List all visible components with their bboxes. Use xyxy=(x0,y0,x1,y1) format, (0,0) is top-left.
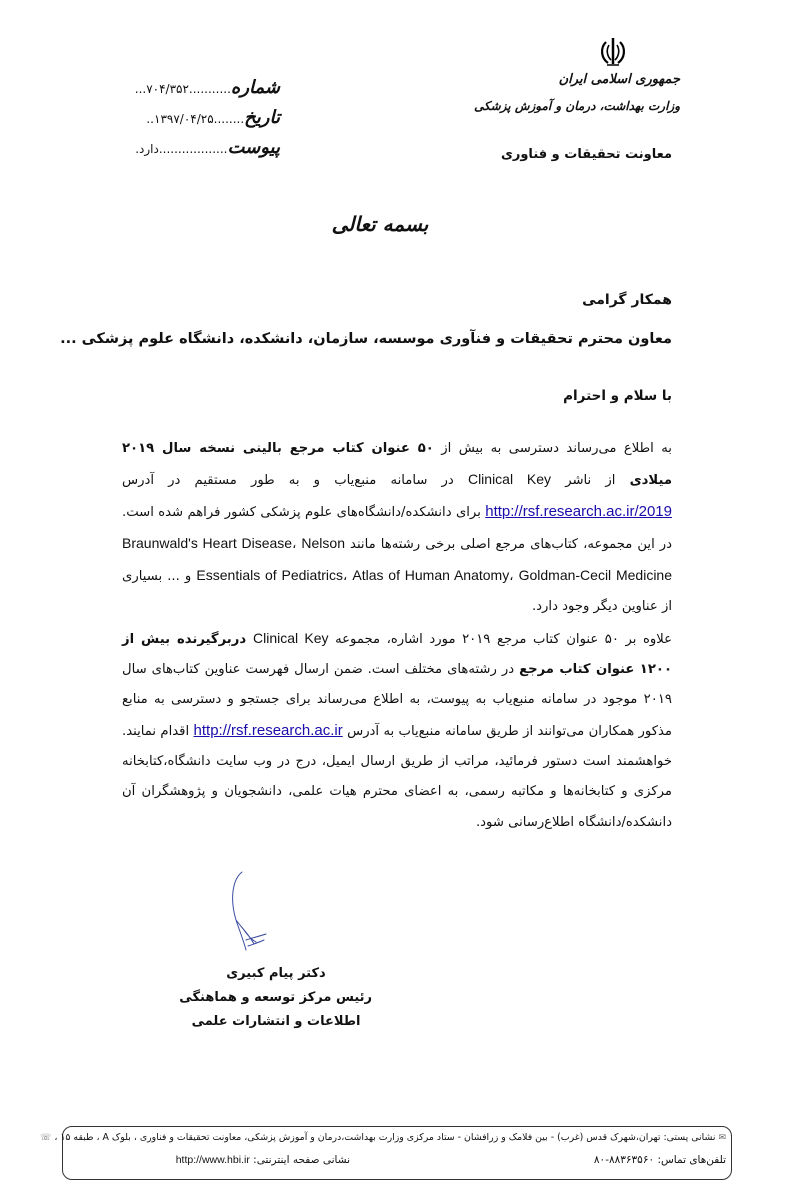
body-text-segment: اقدام نمایند. خواهشمند است دستور فرمائید، مراتب از طریق ارسال ایمیل، درج در وب سایت دانشگاه،کتابخانه مرکزی و کتابخانه‌ها و مکاتبه رسمی، به اعضای محترم هیات علمی، دانشجویان و پژوهشگران آن دانشکده/دانشگاه اطلاع‌رسانی شود. xyxy=(122,723,672,830)
body-text-segment: علاوه بر ۵۰ عنوان کتاب مرجع ۲۰۱۹ مورد اشاره، مجموعه xyxy=(328,631,673,647)
rsf-2019-link[interactable]: http://rsf.research.ac.ir/2019 xyxy=(485,502,672,520)
body-bold-segment: دربرگیرنده بیش از ۱۲۰۰ عنوان کتاب مرجع xyxy=(122,631,672,678)
body-text-segment: از ناشر xyxy=(551,473,630,489)
mail-icon: ✉ xyxy=(718,1133,726,1143)
signatory-title-line-1: رئیس مرکز توسعه و هماهنگی xyxy=(179,990,372,1005)
letter-number-row xyxy=(100,76,280,102)
greeting: با سلام و احترام xyxy=(563,388,672,404)
ministry-logo-text: وزارت بهداشت، درمان و آموزش پزشکی xyxy=(474,99,680,113)
salutation: همکار گرامی xyxy=(582,292,672,308)
rsf-link[interactable]: http://rsf.research.ac.ir xyxy=(193,721,343,739)
attachment-value: ..................دارد. xyxy=(135,142,228,156)
letter-date-value: ........۱۳۹۷/۰۴/۲۵.. xyxy=(146,112,245,126)
iran-emblem-icon xyxy=(596,36,630,68)
letter-number-label: شماره xyxy=(230,77,280,98)
addressee: معاون محترم تحقیقات و فنآوری موسسه، سازمان، دانشکده، دانشگاه علوم پزشکی ... xyxy=(60,331,672,347)
body-text-segment: در سامانه منبع‌یاب و به طور مستقیم در آدرس xyxy=(122,473,468,489)
book-title: Nelson Essentials of Pediatrics xyxy=(196,534,345,584)
signatory-block xyxy=(180,962,372,1034)
footer-address xyxy=(40,1131,726,1145)
signature-icon xyxy=(222,870,282,960)
signatory-title-line-2: اطلاعات و انتشارات علمی xyxy=(191,1014,361,1029)
book-title: Atlas of Human Anatomy xyxy=(352,567,510,584)
body-paragraph-2 xyxy=(122,623,672,838)
clinical-key-name: Clinical Key xyxy=(467,471,552,488)
letter-body xyxy=(122,434,672,838)
body-text-segment: در رشته‌های مختلف است. ضمن ارسال فهرست عناوین کتاب‌های سال ۲۰۱۹ موجود در سامانه منبع‌یاب به پیوست، به اطلاع می‌رساند برای جستجو و دسترسی به منابع مذکور همکاران می‌توانند از طریق سامانه منبع‌یاب به آدرس xyxy=(122,662,672,739)
footer-phones xyxy=(480,1152,726,1168)
book-title: Braunwald's Heart Disease xyxy=(122,534,293,551)
letter-number-value: ...........۷۰۴/۳۵۲... xyxy=(134,82,231,96)
website-link[interactable]: http://www.hbi.ir xyxy=(175,1154,250,1166)
attachment-row xyxy=(100,136,280,162)
body-text-segment: به اطلاع می‌رساند دسترسی به بیش از xyxy=(433,441,672,456)
letter-date-label: تاریخ xyxy=(244,107,280,128)
deputy-office-name: معاونت تحقیقات و فناوری xyxy=(500,147,672,162)
body-text-segment: و ... بسیاری از عناوین دیگر وجود دارد. xyxy=(122,569,672,615)
bismillah-heading: بسمه تعالی xyxy=(331,212,429,236)
phone-value: ۸۸۳۶۳۵۶۰-۸۰ xyxy=(593,1154,655,1166)
footer-website xyxy=(90,1152,350,1168)
republic-logo-text: جمهوری اسلامی ایران xyxy=(558,72,680,87)
footer-address-text: نشانی پستی: تهران،شهرک قدس (غرب) - بین فلامک و زرافشان - ستاد مرکزی وزارت بهداشت،درمان و آموزش پزشکی، معاونت تحقیقات و فناوری ، بلوک A ، طبقه ۱۵ ، xyxy=(54,1132,716,1143)
body-text-segment: برای دانشکده/دانشگاه‌های علوم پزشکی کشور فراهم شده است. در این مجموعه، کتاب‌های مرجع اصلی برخی رشته‌ها مانند xyxy=(122,504,673,552)
phone-icon: ☏ xyxy=(40,1133,52,1143)
attachment-label: پیوست xyxy=(227,137,280,158)
body-bold-segment: ۵۰ عنوان کتاب مرجع بالینی نسخه سال ۲۰۱۹ میلادی xyxy=(122,441,672,489)
clinical-key-name: Clinical Key xyxy=(253,629,329,646)
website-label: نشانی صفحه اینترنتی: xyxy=(253,1154,350,1166)
book-title: Goldman-Cecil Medicine xyxy=(518,567,673,584)
signatory-name: دکتر پیام کبیری xyxy=(226,966,326,981)
body-paragraph-1: به اطلاع می‌رساند دسترسی به بیش از ۵۰ عنوان کتاب مرجع بالینی نسخه سال ۲۰۱۹ میلادی از ناشر Clinical Key در سامانه منبع‌یاب و به طور مستقیم در آدرس http://rsf.research.ac.ir/2019 برای دانشکده/دانشگاه‌های علوم پزشکی کشور فراهم شده است. در این مجموعه، کتاب‌های مرجع اصلی برخی رشته‌ها مانند Braunwald's Heart Disease، Nelson Essentials of Pediatrics، Atlas of Human Anatomy، Goldman-Cecil Medicine و ... بسیاری از عناوین دیگر وجود دارد. xyxy=(122,441,673,615)
letter-date-row xyxy=(100,106,280,132)
phone-label: تلفن‌های تماس: xyxy=(657,1154,726,1166)
